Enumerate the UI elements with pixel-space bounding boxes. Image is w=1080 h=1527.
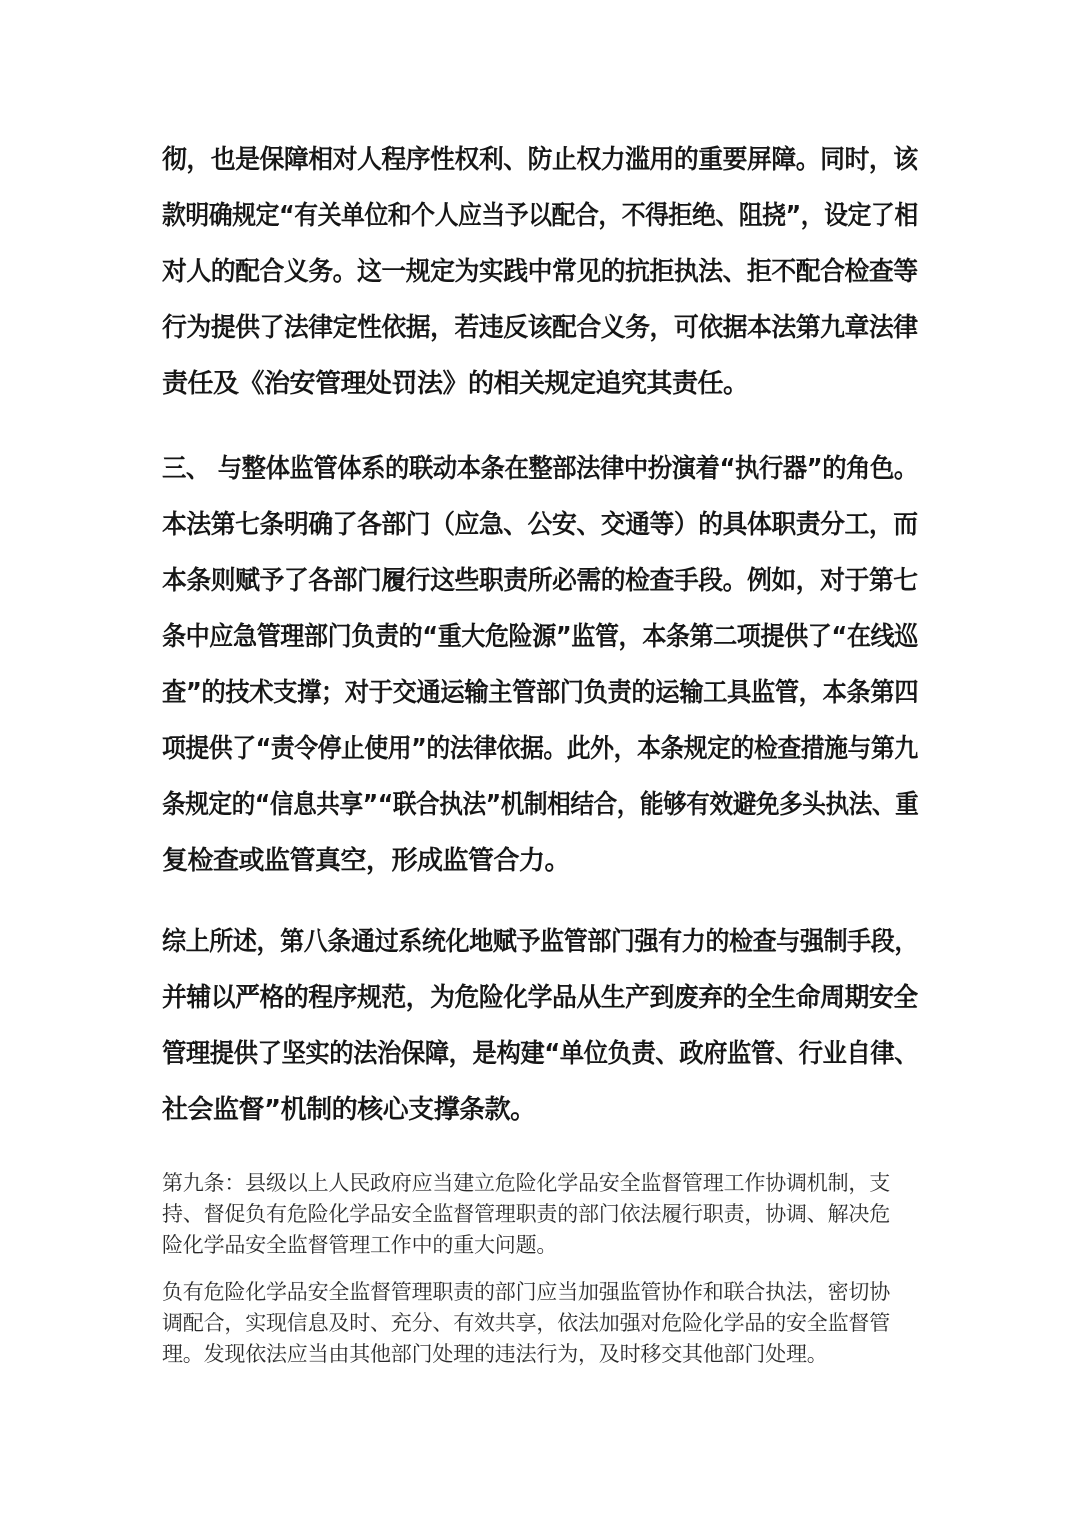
statute-line: 调配合，实现信息及时、充分、有效共享，依法加强对危险化学品的安全监督管 <box>162 1311 890 1335</box>
paragraph-line: 本法第七条明确了各部门（应急、公安、交通等）的具体职责分工，而 <box>162 510 918 540</box>
paragraph-line: 彻，也是保障相对人程序性权利、防止权力滥用的重要屏障。同时，该 <box>162 145 918 175</box>
paragraph-line: 三、 与整体监管体系的联动本条在整部法律中扮演着“执行器”的角色。 <box>162 454 918 484</box>
paragraph-line: 本条则赋予了各部门履行这些职责所必需的检查手段。例如，对于第七 <box>162 566 918 596</box>
paragraph-line: 综上所述，第八条通过系统化地赋予监管部门强有力的检查与强制手段， <box>162 927 919 957</box>
paragraph-line: 对人的配合义务。这一规定为实践中常见的抗拒执法、拒不配合检查等 <box>162 257 918 287</box>
paragraph-line: 行为提供了法律定性依据，若违反该配合义务，可依据本法第九章法律 <box>162 313 918 343</box>
statute-line: 持、督促负有危险化学品安全监督管理职责的部门依法履行职责，协调、解决危 <box>162 1202 890 1226</box>
statute-line: 险化学品安全监督管理工作中的重大问题。 <box>162 1233 558 1257</box>
statute-line: 第九条：县级以上人民政府应当建立危险化学品安全监督管理工作协调机制，支 <box>162 1171 890 1195</box>
paragraph-line: 并辅以严格的程序规范，为危险化学品从生产到废弃的全生命周期安全 <box>162 983 918 1013</box>
paragraph-line: 款明确规定“有关单位和个人应当予以配合，不得拒绝、阻挠”，设定了相 <box>162 201 918 231</box>
statute-line: 理。发现依法应当由其他部门处理的违法行为，及时移交其他部门处理。 <box>162 1342 828 1366</box>
paragraph-line: 条规定的“信息共享”“联合执法”机制相结合，能够有效避免多头执法、重 <box>162 790 919 820</box>
paragraph-line: 社会监督”机制的核心支撑条款。 <box>162 1095 536 1125</box>
paragraph-line: 管理提供了坚实的法治保障，是构建“单位负责、政府监管、行业自律、 <box>162 1039 919 1069</box>
paragraph-line: 责任及《治安管理处罚法》的相关规定追究其责任。 <box>162 369 749 399</box>
paragraph-line: 条中应急管理部门负责的“重大危险源”监管，本条第二项提供了“在线巡 <box>162 622 918 652</box>
paragraph-line: 查”的技术支撑；对于交通运输主管部门负责的运输工具监管，本条第四 <box>162 678 919 708</box>
paragraph-line: 复检查或监管真空，形成监管合力。 <box>162 846 571 876</box>
paragraph-line: 项提供了“责令停止使用”的法律依据。此外，本条规定的检查措施与第九 <box>162 734 918 764</box>
statute-line: 负有危险化学品安全监督管理职责的部门应当加强监管协作和联合执法，密切协 <box>162 1280 890 1304</box>
